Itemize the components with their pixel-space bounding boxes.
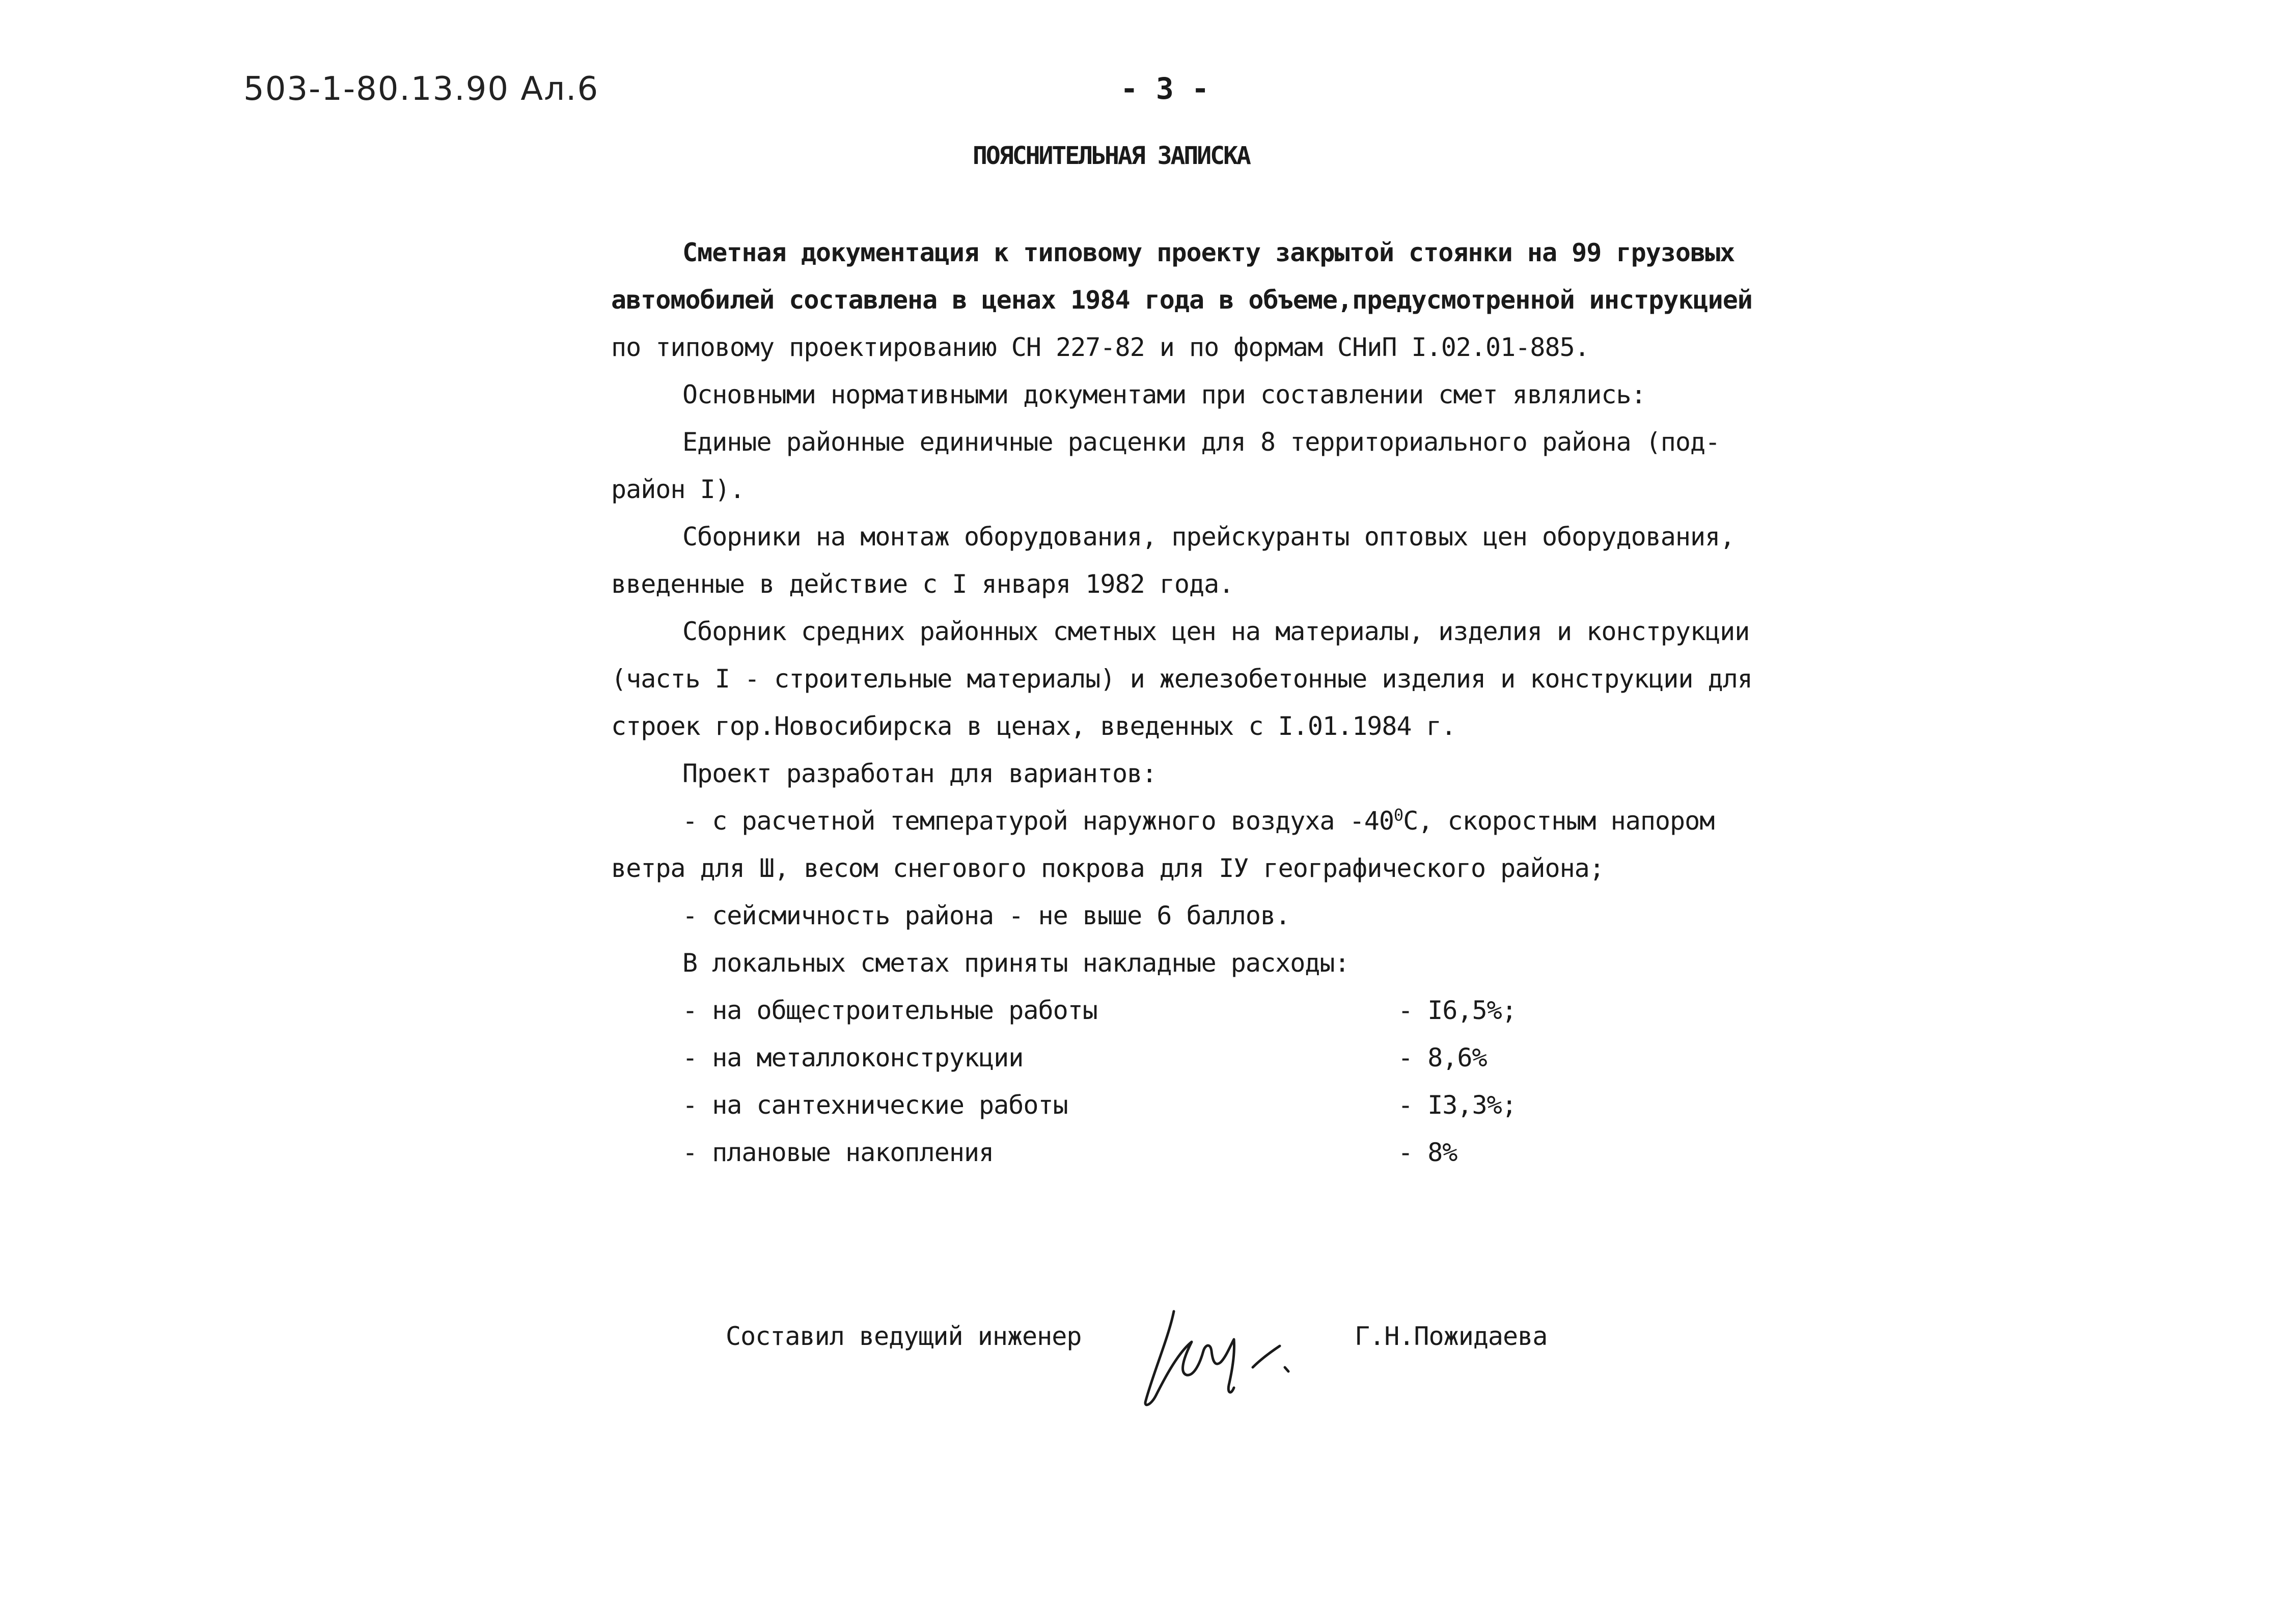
- page-title: ПОЯСНИТЕЛЬНАЯ ЗАПИСКА: [973, 142, 1250, 170]
- text-line: Сметная документация к типовому проекту закрытой стоянки на 99 грузовых: [682, 238, 1735, 267]
- overhead-row: [611, 1082, 1762, 1129]
- overhead-row: [611, 987, 1762, 1034]
- signatory-name: Г.Н.Пожидаева: [1355, 1322, 1548, 1351]
- text-line: по типовому проектированию СН 227-82 и по формам СНиП I.02.01-885.: [611, 333, 1589, 362]
- handwritten-signature: [1143, 1291, 1296, 1413]
- text-line: [611, 797, 1762, 845]
- signatory-role: Составил ведущий инженер: [726, 1322, 1082, 1351]
- text-line: - сейсмичность района - не выше 6 баллов.: [682, 901, 1290, 930]
- text-line: строек гор.Новосибирска в ценах, введенных с I.01.1984 г.: [611, 711, 1456, 741]
- document-body: [611, 229, 1762, 1176]
- text-line: ветра для Ш, весом снегового покрова для IУ географического района;: [611, 854, 1604, 883]
- text-line: (часть I - строительные материалы) и железобетонные изделия и конструкции для: [611, 664, 1752, 694]
- text-line: В локальных сметах приняты накладные расходы:: [682, 948, 1350, 978]
- text-line: Сборники на монтаж оборудования, прейскуранты оптовых цен оборудования,: [682, 522, 1735, 552]
- signature-block: [726, 1316, 1591, 1428]
- page-number: - 3 -: [1120, 71, 1209, 106]
- overhead-label: - на сантехнические работы: [682, 1090, 1068, 1120]
- text-line: автомобилей составлена в ценах 1984 года в объеме,предусмотренной инструкцией: [611, 285, 1752, 315]
- overhead-label: - на общестроительные работы: [682, 996, 1097, 1025]
- overhead-value: - 8%: [1398, 1138, 1457, 1167]
- overhead-label: - плановые накопления: [682, 1138, 994, 1167]
- text-fragment: - с расчетной температурой наружного воздуха -40: [682, 806, 1394, 836]
- text-line: введенные в действие с I января 1982 года.: [611, 569, 1234, 599]
- overhead-row: [611, 1129, 1762, 1176]
- overhead-label: - на металлоконструкции: [682, 1043, 1024, 1072]
- text-line: район I).: [611, 475, 745, 504]
- text-line: Основными нормативными документами при составлении смет являлись:: [682, 380, 1646, 409]
- overhead-row: [611, 1034, 1762, 1082]
- text-line: Единые районные единичные расценки для 8 территориального района (под-: [682, 427, 1720, 457]
- degree-superscript: 0: [1393, 805, 1403, 825]
- overhead-value: - 8,6%: [1398, 1043, 1487, 1072]
- document-code: 503-1-80.13.90 Ал.6: [243, 70, 599, 108]
- overhead-value: - I3,3%;: [1398, 1090, 1517, 1120]
- text-fragment: С, скоростным напором: [1403, 806, 1715, 836]
- text-line: Сборник средних районных сметных цен на материалы, изделия и конструкции: [682, 617, 1750, 646]
- overhead-value: - I6,5%;: [1398, 996, 1517, 1025]
- text-line: Проект разработан для вариантов:: [682, 759, 1157, 788]
